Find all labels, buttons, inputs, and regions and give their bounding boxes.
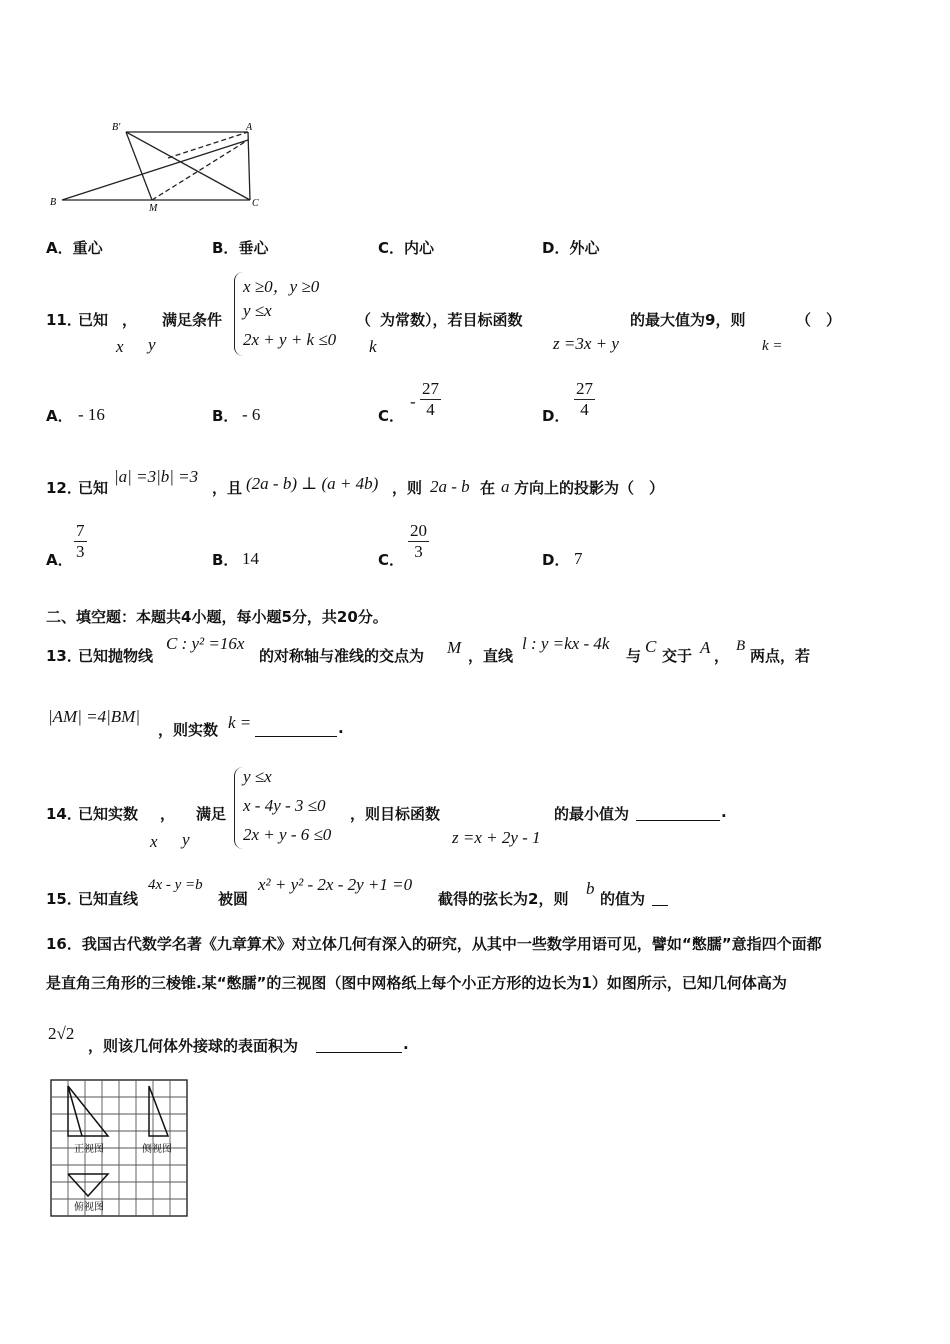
q11-text-7: （ ） — [796, 311, 842, 329]
q16-text-3: ，则该几何体外接球的表面积为 — [88, 1037, 299, 1055]
q13-text-4: 与 — [626, 647, 642, 665]
label-c: C — [252, 198, 259, 209]
q16-line-1: 16．我国古代数学名著《九章算术》对立体几何有深入的研究，从其中一些数学用语可见，譬如“憋臑”意指四个面都 — [46, 935, 822, 953]
q12-number: 12． — [46, 479, 82, 497]
q13-text-6: ， — [714, 647, 730, 665]
q13-number: 13． — [46, 647, 82, 665]
label-b: B — [50, 197, 57, 208]
q10-option-c: C．内心 — [378, 239, 435, 257]
q13-point-m: M — [447, 638, 462, 657]
q14-sys-2: x - 4y - 3 ≤0 — [243, 796, 326, 815]
q14-number: 14． — [46, 805, 82, 823]
q11-option-a-letter: A． — [46, 407, 73, 425]
q12-option-b-letter: B． — [212, 551, 239, 569]
q14-text-3: 满足 — [196, 805, 227, 823]
q11-system-brace — [234, 272, 243, 356]
q16-text-4: . — [403, 1035, 409, 1053]
q11-var-x: x — [116, 337, 124, 356]
q14-var-x: x — [150, 832, 158, 851]
q11-option-c-fraction — [420, 379, 441, 420]
q16-height: 2√2 — [48, 1024, 75, 1043]
q13-line: l : y =kx - 4k — [522, 634, 610, 653]
q13-text-7: 两点，若 — [750, 647, 811, 665]
q14-text-2: ， — [160, 805, 176, 823]
label-b-prime: B' — [112, 122, 121, 133]
q13-text-5: 交于 — [662, 647, 693, 665]
q14-text-1: 已知实数 — [78, 805, 139, 823]
q10-figure — [48, 118, 278, 213]
q11-option-d-den: 4 — [580, 400, 589, 419]
q16-answer-blank[interactable] — [316, 1038, 402, 1057]
q13-text-8: ，则实数 — [158, 721, 219, 739]
q15-line: 4x - y =b — [148, 877, 203, 893]
q13-condition: |AM| =4|BM| — [48, 707, 141, 726]
q13-text-3: ，直线 — [468, 647, 514, 665]
q11-text-6: 的最大值为9，则 — [630, 311, 746, 329]
section-title: 二、填空题：本题共4小题，每小题5分，共20分。 — [46, 608, 388, 626]
q12-text-5: 方向上的投影为（ ） — [514, 479, 665, 497]
q11-text-3: 满足条件 — [162, 311, 223, 329]
q12-text-3: ，则 — [392, 479, 423, 497]
q13-text-9: . — [338, 719, 344, 737]
q11-option-c-num: 27 — [422, 379, 439, 398]
q13-point-a: A — [700, 638, 711, 657]
q13-parabola: C : y² =16x — [166, 634, 245, 653]
q10-option-a: A．重心 — [46, 239, 103, 257]
q10-option-d: D．外心 — [542, 239, 600, 257]
q12-option-d-letter: D． — [542, 551, 570, 569]
q10-option-b: B．垂心 — [212, 239, 269, 257]
q11-option-c-sign: - — [410, 392, 416, 411]
q11-text-5: 为常数），若目标函数 — [380, 311, 523, 329]
q11-text-1: 已知 — [78, 311, 109, 329]
q12-option-c-num: 20 — [410, 521, 427, 540]
q14-text-4: ，则目标函数 — [350, 805, 441, 823]
q12-var-a: a — [501, 477, 510, 496]
q15-number: 15． — [46, 890, 82, 908]
q12-option-c-den: 3 — [414, 542, 423, 561]
q11-text-4: （ — [356, 311, 372, 329]
q16-number: 16． — [46, 935, 82, 953]
q12-option-c-letter: C． — [378, 551, 405, 569]
q11-option-c-den: 4 — [426, 400, 435, 419]
q13-curve-c: C — [645, 637, 657, 656]
q11-text-2: ， — [122, 311, 138, 329]
label-side-view: 侧视图 — [142, 1144, 172, 1155]
q12-option-a-letter: A． — [46, 551, 73, 569]
q16-line-2: 是直角三角形的三棱锥.某“憋臑”的三视图（图中网格纸上每个小正方形的边长为1）如图所示，已知几何体高为 — [46, 974, 787, 992]
q11-sys-2: y ≤x — [243, 301, 272, 320]
q12-expr: 2a - b — [430, 477, 470, 496]
q12-option-a-fraction — [74, 521, 87, 562]
q15-text-1: 已知直线 — [78, 890, 139, 908]
q14-var-y: y — [182, 830, 190, 849]
q11-option-c-letter: C． — [378, 407, 405, 425]
q12-option-c-fraction — [408, 521, 429, 562]
q11-option-b-value: - 6 — [242, 405, 261, 424]
q15-text-3: 截得的弦长为2，则 — [438, 890, 569, 908]
q11-var-y: y — [148, 335, 156, 354]
label-top-view: 俯视图 — [74, 1202, 104, 1213]
label-a: A — [246, 122, 253, 133]
q12-text-2: ，且 — [212, 479, 243, 497]
q12-option-d-value: 7 — [574, 549, 583, 568]
q11-option-b-letter: B． — [212, 407, 239, 425]
q12-option-b-value: 14 — [242, 549, 259, 568]
q15-text-4: 的值为 — [600, 890, 646, 908]
q14-sys-1: y ≤x — [243, 767, 272, 786]
q13-answer-blank[interactable] — [255, 722, 337, 741]
q14-answer-blank[interactable] — [636, 806, 720, 825]
q14-objective: z =x + 2y - 1 — [452, 828, 541, 847]
q11-objective: z =3x + y — [553, 334, 619, 353]
q15-text-2: 被圆 — [218, 890, 249, 908]
q15-circle: x² + y² - 2x - 2y +1 =0 — [258, 875, 413, 894]
q11-option-d-num: 27 — [576, 379, 593, 398]
q11-option-d-letter: D． — [542, 407, 570, 425]
q12-option-a-num: 7 — [76, 521, 85, 540]
q11-number: 11． — [46, 311, 82, 329]
q11-sys-3: 2x + y + k ≤0 — [243, 330, 337, 349]
q14-text-5: 的最小值为 — [554, 805, 630, 823]
q11-var-k: k — [369, 337, 377, 356]
q14-system-brace — [234, 767, 243, 849]
q12-option-a-den: 3 — [76, 542, 85, 561]
q14-text-6: . — [721, 803, 727, 821]
label-front-view: 正视图 — [74, 1144, 104, 1155]
q13-k: k = — [228, 713, 252, 732]
q13-text-2: 的对称轴与准线的交点为 — [259, 647, 425, 665]
q15-var-b: b — [586, 879, 595, 898]
q16-three-view-figure — [50, 1078, 190, 1220]
q13-point-b: B — [736, 638, 746, 654]
q12-text-4: 在 — [480, 479, 496, 497]
q13-text-1: 已知抛物线 — [78, 647, 154, 665]
q12-perp: (2a - b) ⊥ (a + 4b) — [246, 474, 379, 493]
q15-answer-blank[interactable] — [652, 891, 668, 910]
q11-sys-1: x ≥0，y ≥0 — [243, 277, 320, 296]
q11-option-d-fraction — [574, 379, 595, 420]
label-m: M — [149, 203, 158, 213]
q12-text-1: 已知 — [78, 479, 109, 497]
q11-k-equals: k = — [762, 338, 783, 354]
q12-condition: |a| =3|b| =3 — [114, 467, 199, 486]
q11-option-a-value: - 16 — [78, 405, 105, 424]
q14-sys-3: 2x + y - 6 ≤0 — [243, 825, 332, 844]
